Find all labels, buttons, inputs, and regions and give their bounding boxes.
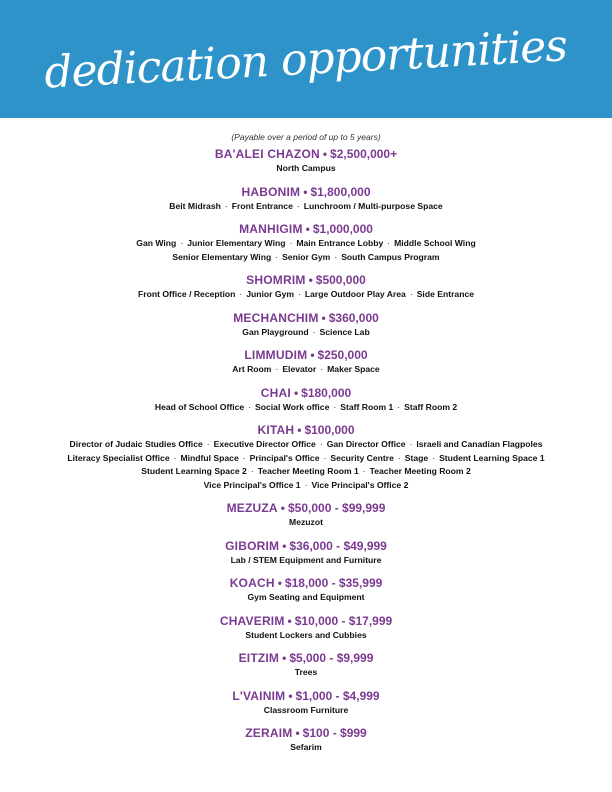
tier-heading bbox=[0, 651, 612, 666]
tier-items bbox=[0, 516, 612, 530]
tier-items bbox=[0, 554, 612, 568]
bullet-separator: • bbox=[310, 348, 315, 362]
dot-separator: · bbox=[242, 452, 246, 463]
tier bbox=[0, 222, 612, 264]
dot-separator: · bbox=[296, 200, 300, 211]
space-item: Vice Principal's Office 2 bbox=[311, 479, 409, 490]
space-item: Art Room bbox=[232, 364, 272, 374]
space-item: Senior Gym bbox=[282, 251, 331, 262]
tier-name: KITAH bbox=[257, 423, 295, 437]
tiers-container bbox=[0, 147, 612, 755]
items-line bbox=[0, 465, 612, 479]
space-item: Social Work office bbox=[255, 401, 330, 412]
tier-name: CHAI bbox=[260, 385, 291, 400]
space-item: Student Lockers and Cubbies bbox=[245, 629, 367, 640]
dot-separator: · bbox=[173, 452, 177, 463]
dot-separator: · bbox=[409, 289, 413, 299]
items-line bbox=[0, 326, 612, 340]
tier-items bbox=[0, 704, 612, 718]
tier-amount: $50,000 - $99,999 bbox=[287, 501, 386, 515]
space-item: Trees bbox=[294, 667, 318, 677]
space-item: Executive Director Office bbox=[213, 439, 316, 449]
tier-items bbox=[0, 438, 612, 492]
tier bbox=[0, 348, 612, 377]
items-line bbox=[0, 666, 612, 680]
dot-separator: · bbox=[397, 401, 401, 412]
dot-separator: · bbox=[387, 238, 391, 248]
tier-amount: $500,000 bbox=[315, 273, 366, 287]
dot-separator: · bbox=[248, 401, 252, 412]
dot-separator: · bbox=[397, 452, 401, 463]
bullet-separator: • bbox=[277, 576, 282, 590]
space-item: Stage bbox=[404, 452, 429, 463]
tier-amount: $250,000 bbox=[317, 348, 368, 362]
tier-heading bbox=[0, 311, 612, 326]
tier-amount: $180,000 bbox=[301, 385, 352, 400]
tier-heading bbox=[0, 222, 612, 237]
tier-name: MECHANCHIM bbox=[233, 310, 319, 325]
space-item: North Campus bbox=[276, 163, 336, 173]
space-item: Sefarim bbox=[290, 742, 322, 752]
space-item: Maker Space bbox=[327, 364, 380, 374]
tier-amount: $18,000 - $35,999 bbox=[284, 576, 383, 590]
tier-amount: $1,800,000 bbox=[310, 184, 371, 199]
bullet-separator: • bbox=[305, 222, 310, 236]
tier bbox=[0, 576, 612, 605]
space-item: Gym Seating and Equipment bbox=[247, 592, 365, 602]
tier bbox=[0, 185, 612, 214]
tier-amount: $2,500,000+ bbox=[330, 147, 398, 161]
dot-separator: · bbox=[206, 439, 210, 449]
tier-amount: $5,000 - $9,999 bbox=[289, 651, 374, 665]
tier-items bbox=[0, 401, 612, 415]
bullet-separator: • bbox=[295, 726, 300, 740]
tier-heading bbox=[0, 273, 612, 288]
tier bbox=[0, 651, 612, 680]
items-line bbox=[0, 741, 612, 755]
items-line bbox=[0, 704, 612, 718]
space-item: Large Outdoor Play Area bbox=[304, 289, 406, 299]
items-line bbox=[0, 363, 612, 377]
tier bbox=[0, 501, 612, 530]
tier-items bbox=[0, 326, 612, 340]
items-line bbox=[0, 554, 612, 568]
tier-name: HABONIM bbox=[241, 184, 301, 199]
tier-name: MEZUZA bbox=[226, 501, 278, 515]
tier bbox=[0, 147, 612, 176]
space-item: Main Entrance Lobby bbox=[296, 238, 384, 248]
space-item: Beit Midrash bbox=[169, 200, 221, 211]
space-item: Teacher Meeting Room 1 bbox=[257, 466, 359, 476]
space-item: Side Entrance bbox=[416, 289, 475, 299]
dot-separator: · bbox=[304, 479, 308, 490]
items-line bbox=[0, 452, 612, 466]
dot-separator: · bbox=[298, 289, 301, 299]
tier-heading bbox=[0, 689, 612, 704]
bullet-separator: • bbox=[280, 501, 285, 515]
dot-separator: · bbox=[275, 364, 279, 374]
tier bbox=[0, 273, 612, 302]
tier bbox=[0, 689, 612, 718]
items-line bbox=[0, 251, 612, 265]
tier-amount: $1,000 - $4,999 bbox=[295, 688, 380, 703]
tier-name: ZERAIM bbox=[245, 726, 293, 740]
tier-heading bbox=[0, 386, 612, 401]
bullet-separator: • bbox=[282, 651, 287, 665]
tier-items bbox=[0, 237, 612, 264]
tier-name: LIMMUDIM bbox=[244, 348, 308, 362]
dot-separator: · bbox=[409, 439, 413, 449]
tier bbox=[0, 423, 612, 492]
tier-amount: $360,000 bbox=[328, 310, 379, 325]
page-title: dedication opportunities bbox=[43, 19, 569, 99]
tier-name: BA'ALEI CHAZON bbox=[214, 147, 320, 161]
payment-note: (Payable over a period of up to 5 years) bbox=[231, 132, 381, 142]
tier-items bbox=[0, 741, 612, 755]
dot-separator: · bbox=[289, 238, 293, 248]
tier-heading bbox=[0, 348, 612, 363]
space-item: Staff Room 2 bbox=[404, 401, 458, 412]
space-item: South Campus Program bbox=[341, 251, 440, 262]
dot-separator: · bbox=[275, 251, 279, 262]
tier bbox=[0, 386, 612, 415]
space-item: Gan Director Office bbox=[326, 439, 406, 449]
bullet-separator: • bbox=[287, 613, 292, 628]
tier-items bbox=[0, 591, 612, 605]
dot-separator: · bbox=[239, 289, 243, 299]
space-item: Junior Gym bbox=[246, 289, 295, 299]
space-item: Principal's Office bbox=[249, 452, 320, 463]
dot-separator: · bbox=[323, 452, 327, 463]
space-item: Science Lab bbox=[319, 326, 370, 337]
space-item: Student Learning Space 1 bbox=[439, 452, 545, 463]
dot-separator: · bbox=[319, 439, 323, 449]
items-line bbox=[0, 629, 612, 643]
space-item: Elevator bbox=[282, 364, 317, 374]
tier-heading bbox=[0, 576, 612, 591]
space-item: Mezuzot bbox=[289, 517, 323, 527]
items-line bbox=[0, 479, 612, 493]
items-line bbox=[0, 162, 612, 176]
dot-separator: · bbox=[180, 238, 184, 248]
tier bbox=[0, 614, 612, 643]
bullet-separator: • bbox=[293, 385, 299, 400]
space-item: Student Learning Space 2 bbox=[141, 466, 247, 476]
space-item: Middle School Wing bbox=[394, 238, 476, 248]
tier-amount: $1,000,000 bbox=[312, 222, 373, 236]
bullet-separator: • bbox=[322, 147, 328, 161]
space-item: Head of School Office bbox=[154, 401, 245, 412]
header-banner bbox=[0, 0, 612, 118]
tier-list bbox=[0, 132, 612, 764]
tier-heading bbox=[0, 147, 612, 162]
dot-separator: · bbox=[362, 466, 366, 476]
items-line bbox=[0, 401, 612, 415]
tier-heading bbox=[0, 726, 612, 741]
items-line bbox=[0, 288, 612, 302]
tier-heading bbox=[0, 614, 612, 629]
tier-amount: $100,000 bbox=[304, 423, 355, 437]
space-item: Security Centre bbox=[330, 452, 394, 463]
space-item: Gan Playground bbox=[242, 326, 309, 337]
items-line bbox=[0, 200, 612, 214]
items-line bbox=[0, 591, 612, 605]
space-item: Lunchroom / Multi-purpose Space bbox=[303, 200, 443, 211]
dot-separator: · bbox=[334, 251, 338, 262]
space-item: Senior Elementary Wing bbox=[172, 251, 272, 262]
tier bbox=[0, 311, 612, 340]
bullet-separator: • bbox=[308, 273, 313, 287]
dot-separator: · bbox=[432, 452, 436, 463]
tier-items bbox=[0, 288, 612, 302]
space-item: Literacy Specialist Office bbox=[67, 452, 170, 463]
tier-items bbox=[0, 629, 612, 643]
tier-name: L'VAINIM bbox=[232, 688, 286, 703]
tier-heading bbox=[0, 501, 612, 516]
tier-amount: $10,000 - $17,999 bbox=[294, 613, 393, 628]
tier bbox=[0, 726, 612, 755]
space-item: Teacher Meeting Room 2 bbox=[369, 466, 471, 476]
space-item: Front Office / Reception bbox=[137, 289, 236, 299]
bullet-separator: • bbox=[321, 310, 326, 325]
tier bbox=[0, 539, 612, 568]
dot-separator: · bbox=[224, 200, 228, 211]
space-item: Director of Judaic Studies Office bbox=[69, 439, 203, 449]
space-item: Lab / STEM Equipment and Furniture bbox=[230, 554, 382, 565]
dot-separator: · bbox=[320, 364, 324, 374]
space-item: Classroom Furniture bbox=[263, 704, 349, 715]
dot-separator: · bbox=[312, 326, 316, 337]
tier-name: GIBORIM bbox=[225, 538, 280, 553]
tier-name: CHAVERIM bbox=[219, 613, 285, 628]
tier-heading bbox=[0, 539, 612, 554]
space-item: Mindful Space bbox=[180, 452, 239, 463]
tier-heading bbox=[0, 185, 612, 200]
tier-amount: $36,000 - $49,999 bbox=[289, 538, 387, 553]
dot-separator: · bbox=[250, 466, 254, 476]
bullet-separator: • bbox=[297, 423, 302, 437]
space-item: Vice Principal's Office 1 bbox=[203, 479, 301, 490]
space-item: Front Entrance bbox=[231, 200, 293, 211]
items-line bbox=[0, 237, 612, 251]
tier-items bbox=[0, 363, 612, 377]
dot-separator: · bbox=[333, 401, 337, 412]
tier-heading bbox=[0, 423, 612, 438]
space-item: Gan Wing bbox=[136, 238, 177, 248]
tier-name: SHOMRIM bbox=[246, 273, 306, 287]
tier-items bbox=[0, 666, 612, 680]
bullet-separator: • bbox=[282, 538, 287, 553]
items-line bbox=[0, 438, 612, 452]
space-item: Junior Elementary Wing bbox=[187, 238, 286, 248]
tier-name: MANHIGIM bbox=[239, 222, 303, 236]
space-item: Staff Room 1 bbox=[340, 401, 394, 412]
space-item: Israeli and Canadian Flagpoles bbox=[416, 439, 543, 449]
items-line bbox=[0, 516, 612, 530]
tier-items bbox=[0, 200, 612, 214]
tier-items bbox=[0, 162, 612, 176]
bullet-separator: • bbox=[303, 184, 308, 199]
bullet-separator: • bbox=[288, 688, 293, 703]
tier-amount: $100 - $999 bbox=[302, 726, 367, 740]
tier-name: KOACH bbox=[229, 576, 275, 590]
tier-name: EITZIM bbox=[238, 651, 280, 665]
